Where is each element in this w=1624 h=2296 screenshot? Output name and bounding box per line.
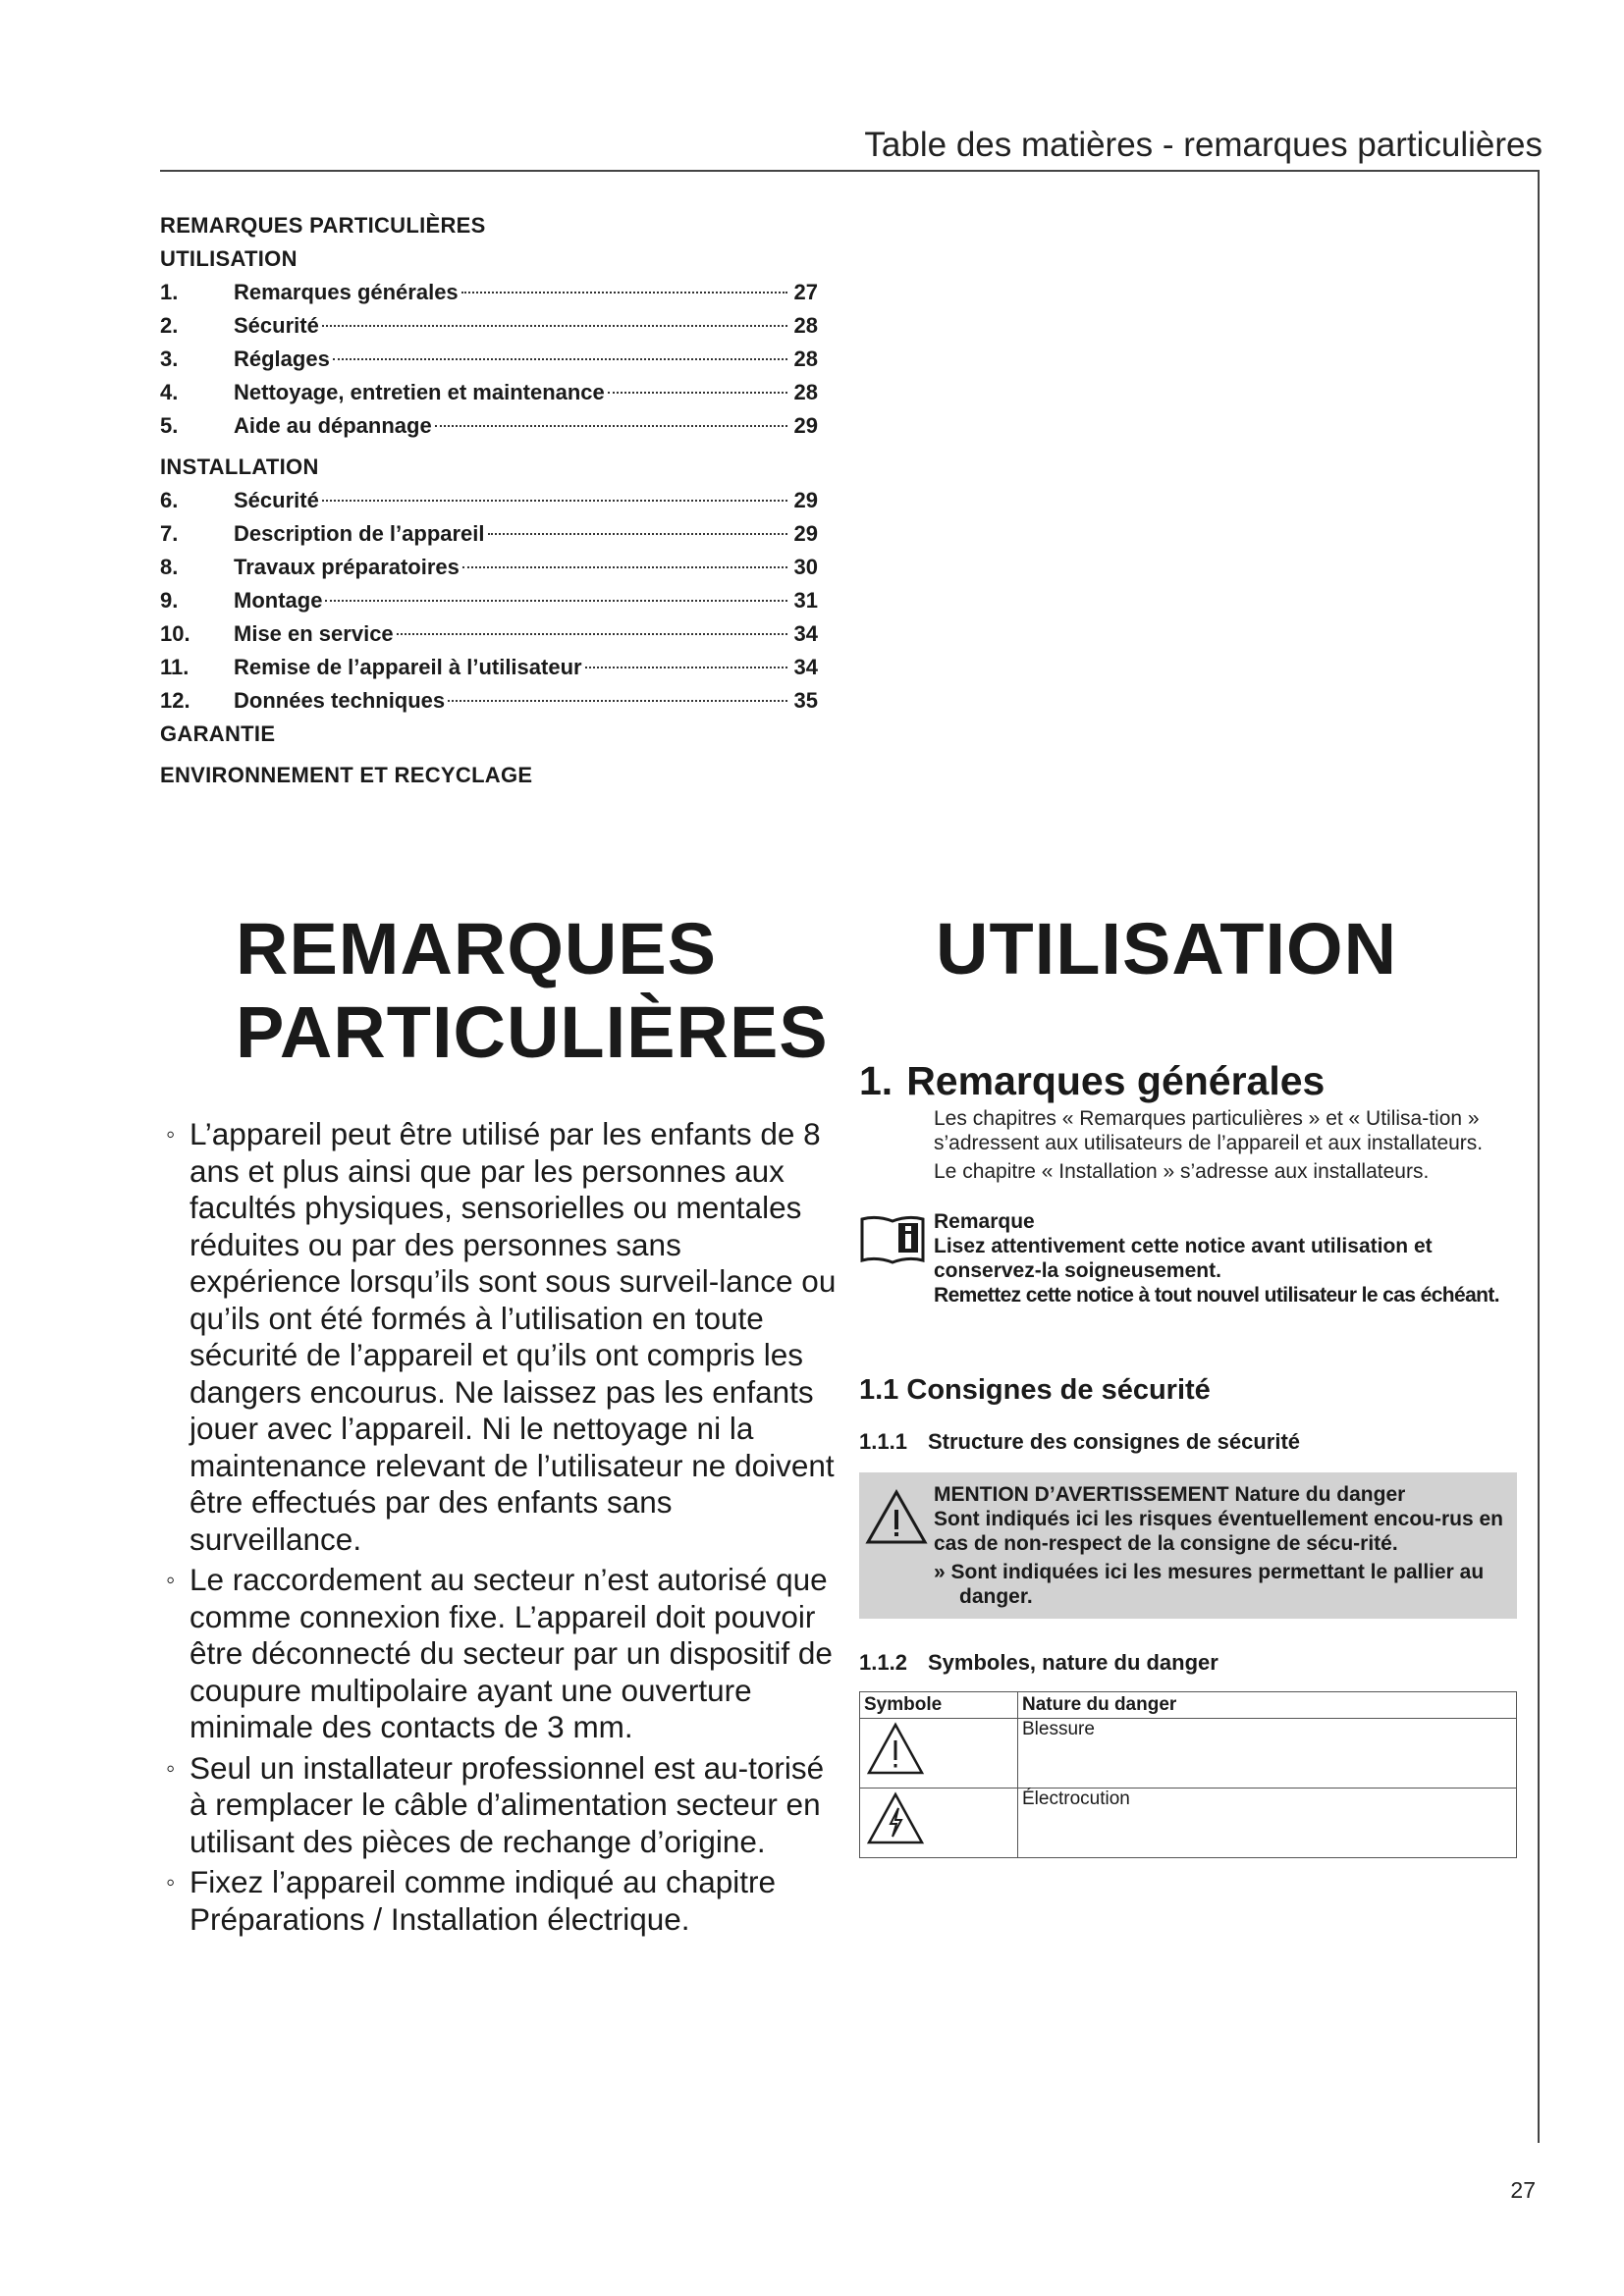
toc-entry-page: 34	[793, 621, 818, 646]
toc-entry-page: 29	[793, 413, 818, 438]
toc-entry-title: Sécurité	[234, 488, 319, 512]
toc-leader	[608, 392, 787, 394]
toc-section-heading[interactable]: ENVIRONNEMENT ET RECYCLAGE	[160, 763, 533, 787]
toc-entry[interactable]	[160, 651, 818, 684]
toc-entry[interactable]	[160, 309, 818, 343]
toc-entry-page: 30	[793, 555, 818, 579]
note-text: Lisez attentivement cette notice avant utilisation et conservez-la soigneusement.	[934, 1235, 1433, 1282]
toc-entry-page: 29	[793, 521, 818, 546]
page-number: 27	[1510, 2177, 1536, 2203]
toc-entry[interactable]	[160, 684, 818, 718]
hazard-label: Électrocution	[1018, 1789, 1517, 1858]
toc-entry[interactable]	[160, 276, 818, 309]
table-header-cell: Nature du danger	[1018, 1692, 1517, 1719]
table-header-cell: Symbole	[860, 1692, 1018, 1719]
table-of-contents	[160, 209, 818, 792]
warning-box	[859, 1472, 1517, 1619]
toc-entry-number: 2.	[160, 313, 179, 338]
toc-entry-number: 7.	[160, 521, 179, 546]
info-book-icon	[859, 1213, 926, 1271]
toc-entry-title: Mise en service	[234, 621, 394, 646]
toc-entry-page: 28	[793, 380, 818, 404]
toc-entry-title: Travaux préparatoires	[234, 555, 460, 579]
toc-leader	[322, 325, 787, 327]
toc-entry-number: 11.	[160, 655, 189, 679]
toc-entry[interactable]	[160, 517, 818, 551]
toc-section-heading[interactable]: REMARQUES PARTICULIÈRES	[160, 213, 486, 238]
toc-entry-title: Sécurité	[234, 313, 319, 338]
section-title: Symboles, nature du danger	[928, 1650, 1218, 1675]
safety-remarks-list	[172, 1116, 839, 1942]
toc-leader	[435, 425, 787, 427]
toc-section-heading[interactable]: UTILISATION	[160, 246, 298, 271]
section-heading-2: 1.1 Consignes de sécurité	[859, 1374, 1211, 1406]
symbol-cell	[860, 1789, 1018, 1858]
toc-leader	[488, 533, 787, 535]
toc-section-heading[interactable]: INSTALLATION	[160, 454, 319, 479]
toc-entry-page: 28	[793, 313, 818, 338]
warning-body: Sont indiqués ici les risques éventuellement encou-rus en cas de non-respect de la consigne de sécu-rité.	[934, 1508, 1503, 1555]
section-number: 1.1.1	[859, 1429, 907, 1454]
toc-entry-page: 31	[793, 588, 818, 613]
note-label: Remarque	[934, 1210, 1035, 1233]
toc-entry-number: 12.	[160, 688, 190, 713]
note-text: Remettez cette notice à tout nouvel utilisateur le cas échéant.	[934, 1284, 1500, 1307]
toc-leader	[325, 600, 787, 602]
toc-entry-title: Remarques générales	[234, 280, 459, 304]
table-header-row	[860, 1692, 1517, 1719]
header-rule	[160, 170, 1540, 172]
toc-entry-page: 34	[793, 655, 818, 679]
toc-entry-page: 35	[793, 688, 818, 713]
remarques-title-line2: PARTICULIÈRES	[236, 991, 829, 1073]
toc-entry-number: 8.	[160, 555, 179, 579]
symbol-cell	[860, 1719, 1018, 1789]
intro-paragraph: Les chapitres « Remarques particulières » et « Utilisa-tion » s’adressent aux utilisateurs de l’appareil et aux installateurs.	[934, 1107, 1484, 1154]
section-number: 1.1.2	[859, 1650, 907, 1675]
section-title: Remarques générales	[906, 1058, 1326, 1103]
toc-entry[interactable]	[160, 409, 818, 443]
remark-item: ◦ Seul un installateur professionnel est au-torisé à remplacer le câble d’alimentation secteur en utilisant des pièces de rechange d’origine.	[172, 1750, 839, 1861]
right-margin-rule	[1538, 170, 1540, 2143]
table-row	[860, 1789, 1517, 1858]
toc-entry-number: 6.	[160, 488, 179, 512]
toc-entry-number: 3.	[160, 347, 179, 371]
toc-entry[interactable]	[160, 584, 818, 617]
toc-entry-page: 28	[793, 347, 818, 371]
toc-entry-number: 5.	[160, 413, 179, 438]
toc-entry-number: 10.	[160, 621, 190, 646]
toc-entry-title: Aide au dépannage	[234, 413, 432, 438]
section-number: 1.	[859, 1058, 893, 1103]
header-title: Table des matières - remarques particulières	[864, 126, 1543, 164]
remarques-title-line1: REMARQUES	[236, 908, 718, 989]
remark-item: ◦ Fixez l’appareil comme indiqué au chapitre Préparations / Installation électrique.	[172, 1864, 839, 1938]
warning-triangle-icon	[865, 1488, 928, 1550]
toc-leader	[462, 566, 787, 568]
section-heading-3	[859, 1648, 1517, 1678]
toc-entry[interactable]	[160, 484, 818, 517]
toc-entry-title: Données techniques	[234, 688, 446, 713]
toc-entry-title: Remise de l’appareil à l’utilisateur	[234, 655, 582, 679]
utilisation-section	[859, 1055, 1517, 1858]
electric-hazard-icon	[866, 1790, 925, 1845]
warning-triangle-icon	[866, 1721, 925, 1776]
toc-leader	[397, 633, 787, 635]
toc-leader	[448, 700, 787, 702]
toc-entry-number: 9.	[160, 588, 179, 613]
remark-item: ◦ Le raccordement au secteur n’est autorisé que comme connexion fixe. L’appareil doit pouvoir être déconnecté du secteur par un dispositif de coupure multipolaire ayant une ouverture minimale des contacts de 3 mm.	[172, 1562, 839, 1746]
table-row	[860, 1719, 1517, 1789]
section-heading-3	[859, 1427, 1517, 1457]
warning-title: MENTION D’AVERTISSEMENT Nature du danger	[934, 1483, 1406, 1506]
toc-leader	[333, 358, 787, 360]
toc-leader	[322, 500, 787, 502]
toc-leader	[585, 667, 787, 668]
utilisation-title: UTILISATION	[936, 908, 1398, 989]
note-box	[859, 1209, 1517, 1327]
remark-item: ◦ L’appareil peut être utilisé par les enfants de 8 ans et plus ainsi que par les personnes aux facultés physiques, sensorielles ou mentales réduites ou par des personnes sans expérience lorsqu’ils sont sous surveil-lance ou qu’ils ont été formés à l’utilisation en toute sécurité de l’appareil et qu’ils ont compris les dangers encourus. Ne laissez pas les enfants jouer avec l’appareil. Ni le nettoyage ni la maintenance relevant de l’utilisateur ne doivent être effectués par des enfants sans surveillance.	[172, 1116, 839, 1558]
toc-entry-title: Description de l’appareil	[234, 521, 485, 546]
installer-paragraph: Le chapitre « Installation » s’adresse aux installateurs.	[934, 1160, 1430, 1183]
toc-entry[interactable]	[160, 617, 818, 651]
toc-entry[interactable]	[160, 376, 818, 409]
warning-action: » Sont indiquées ici les mesures permettant le pallier au danger.	[934, 1561, 1485, 1608]
toc-entry-number: 1.	[160, 280, 179, 304]
section-title: Structure des consignes de sécurité	[928, 1429, 1301, 1454]
hazard-symbols-table	[859, 1691, 1517, 1858]
hazard-label: Blessure	[1018, 1719, 1517, 1789]
toc-entry-title: Nettoyage, entretien et maintenance	[234, 380, 605, 404]
toc-entry-number: 4.	[160, 380, 179, 404]
toc-entry-page: 27	[793, 280, 818, 304]
toc-entry-page: 29	[793, 488, 818, 512]
toc-entry[interactable]	[160, 343, 818, 376]
toc-leader	[461, 292, 787, 294]
section-heading-1	[859, 1055, 1517, 1106]
toc-entry-title: Montage	[234, 588, 323, 613]
toc-section-heading[interactable]: GARANTIE	[160, 721, 276, 746]
toc-entry[interactable]	[160, 551, 818, 584]
toc-entry-title: Réglages	[234, 347, 330, 371]
